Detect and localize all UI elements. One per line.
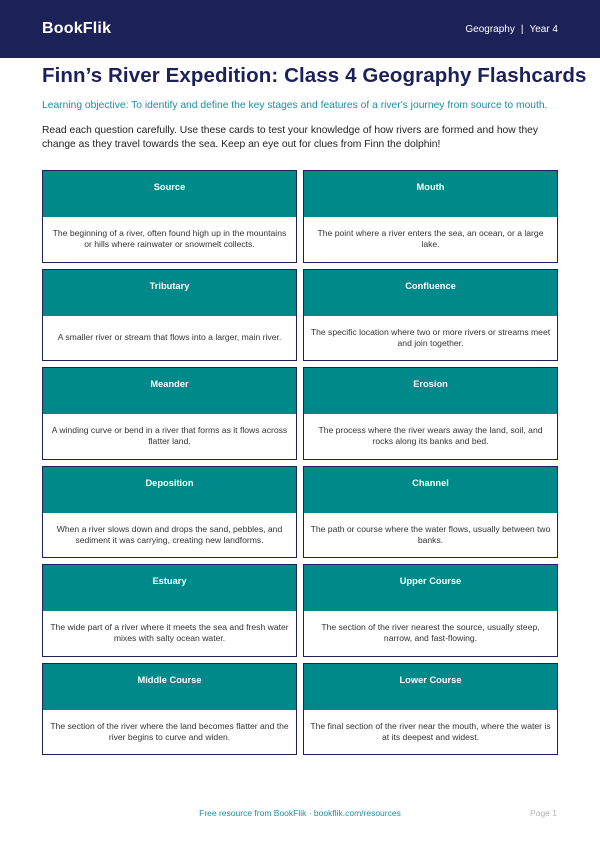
flashcard-grid xyxy=(42,170,558,755)
flashcard xyxy=(42,367,297,460)
flashcard-definition: A winding curve or bend in a river that forms as it flows across flatter land. xyxy=(51,425,288,447)
subject-label: Geography xyxy=(465,23,515,35)
flashcard xyxy=(303,367,558,460)
page-header xyxy=(0,0,600,58)
flashcard xyxy=(42,466,297,559)
learning-objective: Learning objective: To identify and define the key stages and features of a river's journey from source to mouth. xyxy=(42,100,548,111)
flashcard-definition: The final section of the river near the mouth, where the water is at its deepest and widest. xyxy=(310,720,551,742)
flashcard-definition: The point where a river enters the sea, an ocean, or a large lake. xyxy=(317,228,544,250)
brand-logo-text[interactable]: BookFlik xyxy=(42,20,112,37)
flashcard-definition: The section of the river where the land becomes flatter and the river begins to curve and widen. xyxy=(50,720,289,742)
flashcard-definition: The process where the river wears away the land, soil, and rocks along its banks and bed. xyxy=(318,425,543,447)
page-title: Finn’s River Expedition: Class 4 Geography Flashcards xyxy=(42,64,587,87)
header-meta xyxy=(465,24,558,35)
flashcard xyxy=(42,170,297,263)
flashcard xyxy=(303,269,558,362)
flashcard-term: Meander xyxy=(43,368,296,414)
flashcard-definition: The section of the river nearest the source, usually steep, narrow, and fast-flowing. xyxy=(321,622,540,644)
flashcard-term: Channel xyxy=(304,467,557,513)
flashcard-definition: The specific location where two or more rivers or streams meet and join together. xyxy=(310,326,551,348)
flashcard-term: Estuary xyxy=(43,565,296,611)
flashcard-term: Tributary xyxy=(43,270,296,316)
flashcard xyxy=(303,663,558,756)
page-number: Page 1 xyxy=(530,808,557,818)
flashcard-definition: The path or course where the water flows, usually between two banks. xyxy=(310,523,551,545)
flashcard-definition: When a river slows down and drops the sand, pebbles, and sediment it was carrying, creating new landforms. xyxy=(56,523,283,545)
flashcard xyxy=(42,564,297,657)
year-label: Year 4 xyxy=(529,23,558,35)
flashcard-term: Source xyxy=(43,171,296,217)
flashcard-definition: The wide part of a river where it meets the sea and fresh water mixes with salty ocean water. xyxy=(50,622,289,644)
flashcard-term: Lower Course xyxy=(304,664,557,710)
flashcard xyxy=(42,663,297,756)
flashcard-definition: A smaller river or stream that flows into a larger, main river. xyxy=(57,332,282,343)
footer-resource-link[interactable]: Free resource from BookFlik · bookflik.com/resources xyxy=(199,808,401,818)
flashcard xyxy=(303,170,558,263)
flashcard-term: Confluence xyxy=(304,270,557,316)
flashcard-term: Middle Course xyxy=(43,664,296,710)
intro-text: Read each question carefully. Use these cards to test your knowledge of how rivers are formed and how they change as they travel towards the sea. Keep an eye out for clues from Finn the dolphin! xyxy=(42,125,539,150)
flashcard-definition: The beginning of a river, often found high up in the mountains or hills where rainwater or snowmelt collects. xyxy=(52,228,287,250)
meta-separator: | xyxy=(520,23,524,35)
flashcard xyxy=(42,269,297,362)
flashcard xyxy=(303,466,558,559)
flashcard-term: Deposition xyxy=(43,467,296,513)
flashcard-term: Erosion xyxy=(304,368,557,414)
flashcard-term: Mouth xyxy=(304,171,557,217)
flashcard-term: Upper Course xyxy=(304,565,557,611)
flashcard xyxy=(303,564,558,657)
